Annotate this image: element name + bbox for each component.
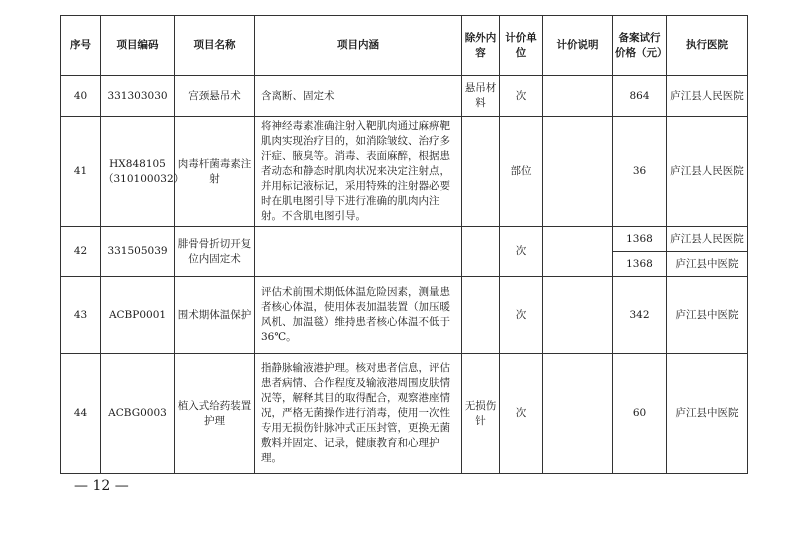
cell-unit: 次 <box>500 277 543 354</box>
cell-note <box>543 277 613 354</box>
cell-price: 60 <box>613 354 667 474</box>
cell-unit: 部位 <box>500 117 543 227</box>
cell-no: 42 <box>61 227 101 277</box>
cell-note <box>543 354 613 474</box>
cell-name: 宫颈悬吊术 <box>175 76 255 117</box>
header-unit: 计价单位 <box>500 16 543 76</box>
cell-exclude <box>462 277 500 354</box>
cell-exclude: 无损伤针 <box>462 354 500 474</box>
cell-code: 331303030 <box>101 76 175 117</box>
cell-content: 评估术前围术期低体温危险因素，测量患者核心体温，使用体表加温装置（加压暖风机、加温毯）维持患者核心体温不低于36℃。 <box>255 277 462 354</box>
header-content: 项目内涵 <box>255 16 462 76</box>
header-name: 项目名称 <box>175 16 255 76</box>
cell-note <box>543 76 613 117</box>
table-row <box>61 277 748 354</box>
cell-no: 40 <box>61 76 101 117</box>
cell-no: 44 <box>61 354 101 474</box>
header-code: 项目编码 <box>101 16 175 76</box>
cell-hospital: 庐江县人民医院 <box>667 117 748 227</box>
cell-price: 36 <box>613 117 667 227</box>
table-row <box>61 117 748 227</box>
cell-code: HX848105（310100032） <box>101 117 175 227</box>
cell-name: 腓骨骨折切开复位内固定术 <box>175 227 255 277</box>
cell-price: 864 <box>613 76 667 117</box>
cell-code: ACBG0003 <box>101 354 175 474</box>
cell-content: 指静脉输液港护理。核对患者信息，评估患者病情、合作程度及输液港周围皮肤情况等，解释其目的取得配合，观察港座情况，严格无菌操作进行消毒，使用一次性专用无损伤针脉冲式正压封管，更换无菌敷料并固定、记录，健康教育和心理护理。 <box>255 354 462 474</box>
cell-code: 331505039 <box>101 227 175 277</box>
cell-code: ACBP0001 <box>101 277 175 354</box>
header-no: 序号 <box>61 16 101 76</box>
price-table <box>60 15 748 474</box>
cell-unit: 次 <box>500 354 543 474</box>
page-number: — 12 — <box>74 478 129 494</box>
cell-content: 含离断、固定术 <box>255 76 462 117</box>
header-price: 备案试行价格（元） <box>613 16 667 76</box>
cell-hospital: 庐江县人民医院 <box>667 76 748 117</box>
table-row <box>61 76 748 117</box>
cell-no: 41 <box>61 117 101 227</box>
cell-price: 1368 <box>613 252 667 277</box>
cell-name: 肉毒杆菌毒素注射 <box>175 117 255 227</box>
cell-hospital: 庐江县中医院 <box>667 252 748 277</box>
table-row <box>61 354 748 474</box>
table-row <box>61 227 748 252</box>
cell-unit: 次 <box>500 227 543 277</box>
header-exclude: 除外内容 <box>462 16 500 76</box>
cell-note <box>543 227 613 277</box>
cell-no: 43 <box>61 277 101 354</box>
cell-content <box>255 227 462 277</box>
cell-note <box>543 117 613 227</box>
cell-exclude: 悬吊材料 <box>462 76 500 117</box>
cell-exclude <box>462 227 500 277</box>
table-header-row <box>61 16 748 76</box>
cell-price: 1368 <box>613 227 667 252</box>
header-hospital: 执行医院 <box>667 16 748 76</box>
cell-hospital: 庐江县中医院 <box>667 354 748 474</box>
cell-unit: 次 <box>500 76 543 117</box>
cell-exclude <box>462 117 500 227</box>
cell-name: 围术期体温保护 <box>175 277 255 354</box>
cell-price: 342 <box>613 277 667 354</box>
cell-hospital: 庐江县中医院 <box>667 277 748 354</box>
cell-content: 将神经毒素准确注射入靶肌肉通过麻痹靶肌肉实现治疗目的，如消除皱纹、治疗多汗症、腋臭等。消毒、表面麻醉，根据患者动态和静态时肌肉状况来决定注射点，并用标记液标记，采用特殊的注射器必要时在肌电图引导下进行准确的肌肉内注射。不含肌电图引导。 <box>255 117 462 227</box>
cell-name: 植入式给药装置护理 <box>175 354 255 474</box>
cell-hospital: 庐江县人民医院 <box>667 227 748 252</box>
header-note: 计价说明 <box>543 16 613 76</box>
